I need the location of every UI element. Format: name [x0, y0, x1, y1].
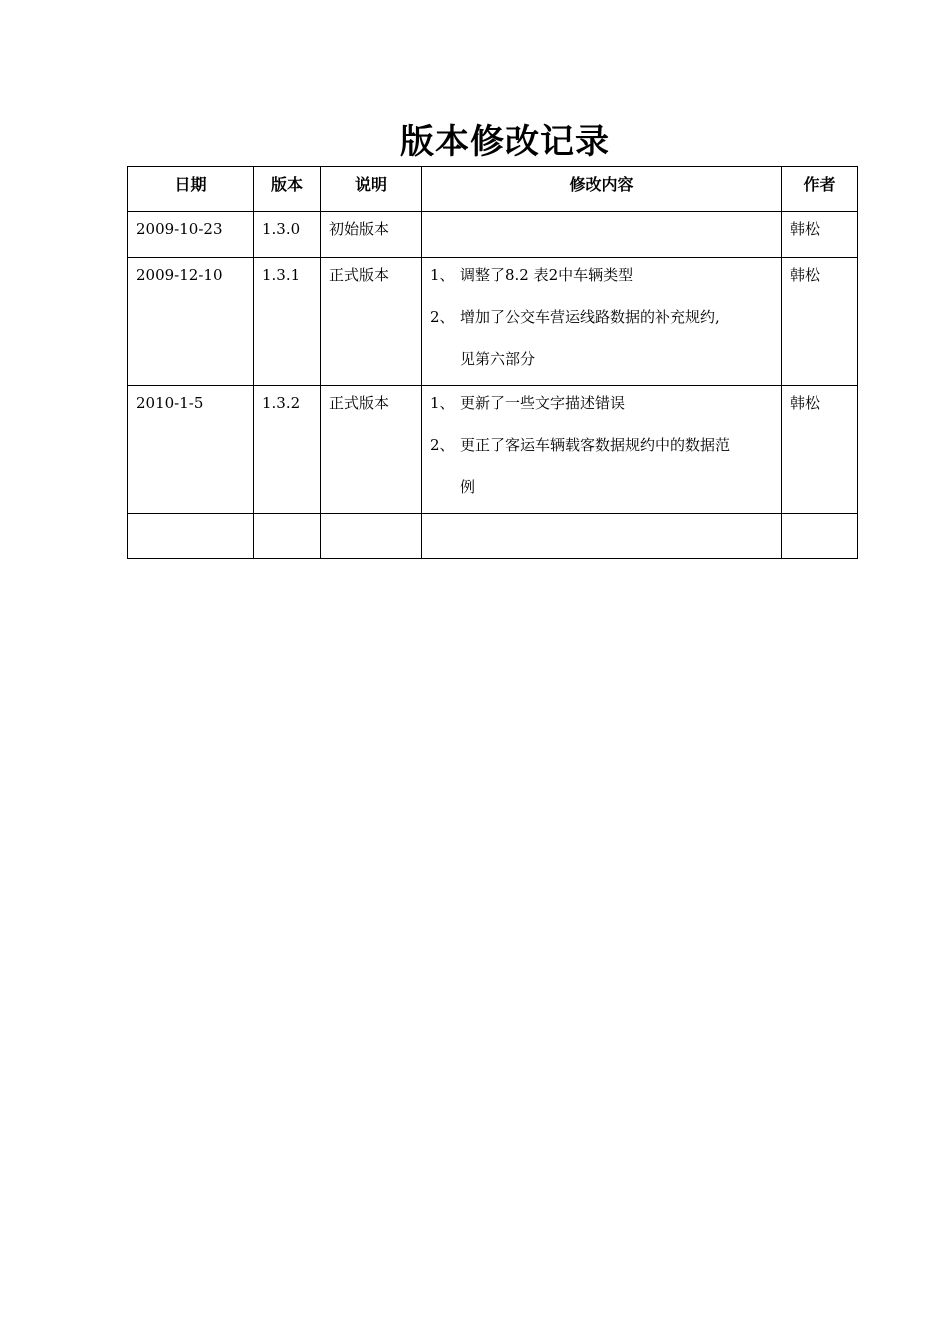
table-row: [128, 212, 858, 258]
header-date: 日期: [128, 167, 254, 212]
header-description: 说明: [321, 167, 422, 212]
revision-table: [127, 166, 858, 559]
change-item-number: 1、: [430, 266, 455, 284]
table-header-row: [128, 167, 858, 212]
cell-author: [782, 212, 858, 258]
author-text: 韩松: [790, 394, 821, 412]
change-item: [422, 285, 781, 369]
cell-changes: [422, 514, 782, 559]
change-item: [422, 413, 781, 497]
cell-author: [782, 386, 858, 514]
cell-description: [321, 386, 422, 514]
version-text: 1.3.1: [262, 266, 301, 284]
date-text: 2010-1-5: [136, 394, 204, 412]
cell-changes: [422, 386, 782, 514]
cell-author: [782, 514, 858, 559]
change-item-text: 调整了8.2 表2中车辆类型: [460, 266, 634, 284]
description-text: 初始版本: [329, 220, 390, 238]
change-item: [422, 386, 781, 413]
header-version: 版本: [254, 167, 321, 212]
change-item-text: [460, 435, 773, 497]
table-row: [128, 258, 858, 386]
cell-author: [782, 258, 858, 386]
version-text: 1.3.0: [262, 220, 301, 238]
page-title: 版本修改记录: [400, 122, 610, 162]
cell-version: [254, 212, 321, 258]
table-row-empty: [128, 514, 858, 559]
date-text: 2009-12-10: [136, 266, 223, 284]
version-text: 1.3.2: [262, 394, 301, 412]
change-item-line: 更正了客运车辆载客数据规约中的数据范: [460, 436, 731, 454]
change-item-number: 2、: [430, 308, 455, 326]
header-author: 作者: [782, 167, 858, 212]
table-row: [128, 386, 858, 514]
cell-changes: [422, 258, 782, 386]
change-item-line: 增加了公交车营运线路数据的补充规约,: [460, 308, 720, 326]
change-item-text: 更新了一些文字描述错误: [460, 394, 626, 412]
cell-changes: [422, 212, 782, 258]
cell-date: [128, 514, 254, 559]
header-changes: 修改内容: [422, 167, 782, 212]
cell-date: [128, 386, 254, 514]
change-item-text: [460, 307, 773, 369]
cell-version: [254, 258, 321, 386]
cell-version: [254, 514, 321, 559]
change-item: [422, 258, 781, 285]
description-text: 正式版本: [329, 394, 390, 412]
cell-description: [321, 258, 422, 386]
change-item-number: 1、: [430, 394, 455, 412]
cell-date: [128, 212, 254, 258]
change-item-number: 2、: [430, 436, 455, 454]
cell-description: [321, 212, 422, 258]
author-text: 韩松: [790, 220, 821, 238]
author-text: 韩松: [790, 266, 821, 284]
cell-date: [128, 258, 254, 386]
description-text: 正式版本: [329, 266, 390, 284]
date-text: 2009-10-23: [136, 220, 223, 238]
change-item-line: 见第六部分: [460, 350, 536, 368]
cell-description: [321, 514, 422, 559]
change-item-line: 例: [460, 478, 476, 496]
cell-version: [254, 386, 321, 514]
